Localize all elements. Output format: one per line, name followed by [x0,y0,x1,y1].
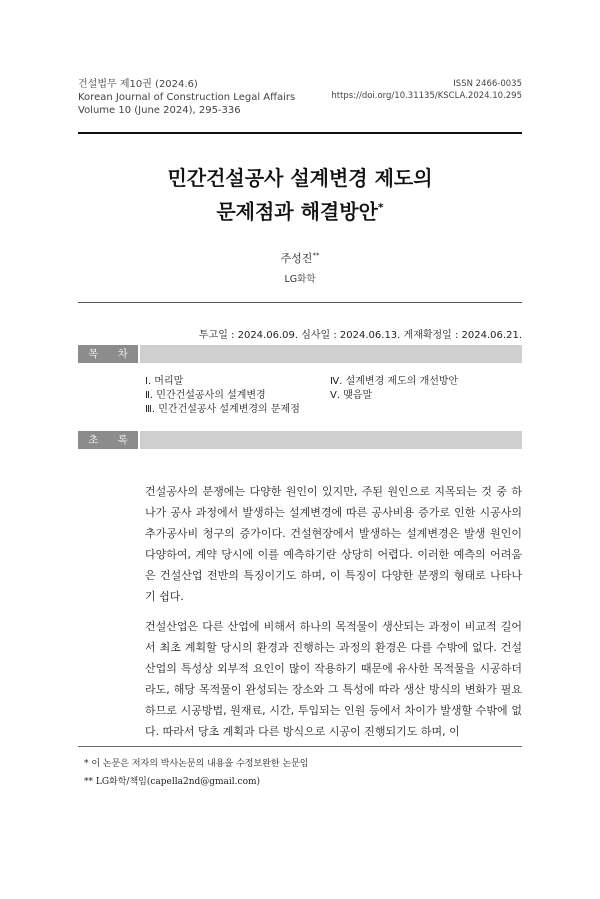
toc-header-fill [140,345,522,363]
abstract-paragraph-2: 건설산업은 다른 산업에 비해서 하나의 목적물이 생산되는 과정이 비교적 길어서 최초 계획할 당시의 환경과 진행하는 과정의 환경은 다를 수밖에 없다. 건설산업의 특성상 외부적 요인이 많이 작용하기 때문에 유사한 목적물을 시공하더라도, 해당 목적물이 완성되는 장소와 그 특성에 따라 생산 방식의 변화가 필요하므로 시공방법, 원재료, 시간, 투입되는 인원 등에서 차이가 발생할 수밖에 없다. 따라서 당초 계획과 다른 방식으로 시공이 진행되기도 하며, 이 [145,620,522,738]
abstract-header-fill [140,431,522,449]
abstract-body [145,481,522,751]
journal-volume: Volume 10 (June 2024), 295-336 [78,105,241,116]
paper-title [78,164,522,227]
author [78,250,522,266]
toc-item-5[interactable]: Ⅴ. 맺음말 [330,390,373,401]
title-rule [78,302,522,303]
toc-item-2[interactable]: Ⅱ. 민간건설공사의 설계변경 [145,390,266,401]
abstract-paragraph-1: 건설공사의 분쟁에는 다양한 원인이 있지만, 주된 원인으로 지목되는 것 중 하나가 공사 과정에서 발생하는 설계변경에 따른 공사비용 증가로 인한 시공사의 추가공사비 청구의 증가이다. 건설현장에서 발생하는 설계변경은 발생 원인이 다양하여, 계약 당시에 이를 예측하기란 상당히 어렵다. 이러한 예측의 어려움은 건설산업 전반의 특징이기도 하며, 이 특징이 다양한 분쟁의 형태로 나타나기 쉽다. [145,485,522,603]
title-line-2 [78,193,522,227]
toc-item-1[interactable]: Ⅰ. 머리말 [145,376,184,387]
journal-issue: 건설법무 제10권 (2024.6) [78,79,198,90]
toc-header [78,345,522,363]
toc-item-3[interactable]: Ⅲ. 민간건설공사 설계변경의 문제점 [145,404,300,415]
doi-link[interactable]: https://doi.org/10.31135/KSCLA.2024.10.295 [331,91,522,101]
title-line-1: 민간건설공사 설계변경 제도의 [167,166,433,190]
toc-item-4[interactable]: Ⅳ. 설계변경 제도의 개선방안 [330,376,459,387]
abstract-label: 초 록 [78,431,138,449]
abstract-header [78,431,522,449]
title-footnote-mark: * [377,201,384,214]
footnote-rule [78,746,522,747]
toc-left-column [145,375,300,417]
header-rule [78,132,522,134]
issn: ISSN 2466-0035 [453,79,522,89]
toc-right-column [330,375,458,403]
submission-dates: 투고일 : 2024.06.09. 심사일 : 2024.06.13. 게재확정일 : 2024.06.21. [198,330,522,341]
title-line-2-text: 문제점과 해결방안 [216,199,378,224]
author-affiliation: LG화학 [284,274,316,285]
toc-label: 목 차 [78,345,138,363]
author-footnote-mark: ** [312,251,320,260]
footnote-2: ** LG화학/책임(capella2nd@gmail.com) [84,777,261,787]
author-name: 주성진 [280,252,313,265]
footnote-1: * 이 논문은 저자의 박사논문의 내용을 수정보완한 논문임 [84,759,309,769]
journal-name: Korean Journal of Construction Legal Affairs [78,92,296,103]
journal-info [78,78,295,117]
identifier-info [331,78,522,102]
